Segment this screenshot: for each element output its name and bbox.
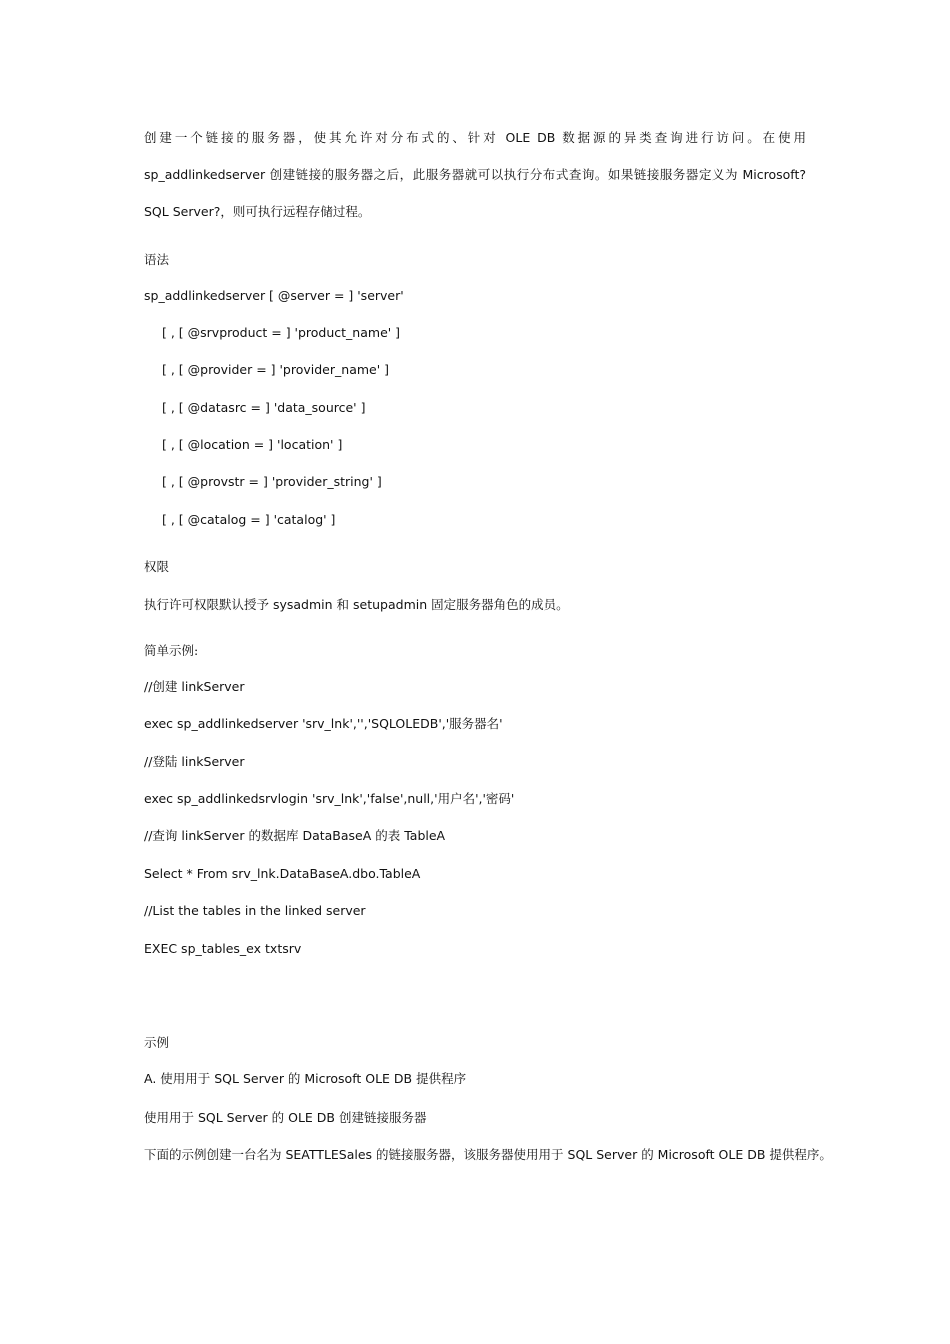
syntax-line: [ , [ @datasrc = ] 'data_source' ] xyxy=(162,400,366,415)
code-line: exec sp_addlinkedsrvlogin 'srv_lnk','false',null,'用户名','密码' xyxy=(144,791,515,806)
syntax-line: [ , [ @provider = ] 'provider_name' ] xyxy=(162,362,390,377)
code-line: //查询 linkServer 的数据库 DataBaseA 的表 TableA xyxy=(144,828,446,843)
example-a-title: A. 使用用于 SQL Server 的 Microsoft OLE DB 提供程序 xyxy=(144,1071,467,1086)
code-line: Select * From srv_lnk.DataBaseA.dbo.TableA xyxy=(144,866,421,881)
example-a-text: 下面的示例创建一台名为 SEATTLESales 的链接服务器，该服务器使用用于 SQL Server 的 Microsoft OLE DB 提供程序。 xyxy=(144,1147,832,1162)
code-line: //List the tables in the linked server xyxy=(144,903,366,918)
syntax-line: [ , [ @provstr = ] 'provider_string' ] xyxy=(162,474,382,489)
permissions-text: 执行许可权限默认授予 sysadmin 和 setupadmin 固定服务器角色的成员。 xyxy=(144,597,569,612)
syntax-heading: 语法 xyxy=(144,252,170,267)
intro-paragraph: 创建一个链接的服务器，使其允许对分布式的、针对 OLE DB 数据源的异类查询进行访问。在使用 sp_addlinkedserver 创建链接的服务器之后，此服务器就可以执行分布式查询。如果链接服务器定义为 Microsoft? SQL Server?，则可执行远程存储过程。 xyxy=(144,130,806,219)
permissions-heading: 权限 xyxy=(144,559,170,574)
examples-heading: 示例 xyxy=(144,1035,170,1050)
simple-example-heading: 简单示例: xyxy=(144,643,199,658)
syntax-line: [ , [ @srvproduct = ] 'product_name' ] xyxy=(162,325,401,340)
example-a-subtitle: 使用用于 SQL Server 的 OLE DB 创建链接服务器 xyxy=(144,1110,427,1125)
syntax-line: [ , [ @location = ] 'location' ] xyxy=(162,437,343,452)
code-line: exec sp_addlinkedserver 'srv_lnk','','SQLOLEDB','服务器名' xyxy=(144,716,503,731)
syntax-line: sp_addlinkedserver [ @server = ] 'server' xyxy=(144,288,404,303)
code-line: //登陆 linkServer xyxy=(144,754,245,769)
code-line: //创建 linkServer xyxy=(144,679,245,694)
syntax-line: [ , [ @catalog = ] 'catalog' ] xyxy=(162,512,336,527)
code-line: EXEC sp_tables_ex txtsrv xyxy=(144,941,302,956)
